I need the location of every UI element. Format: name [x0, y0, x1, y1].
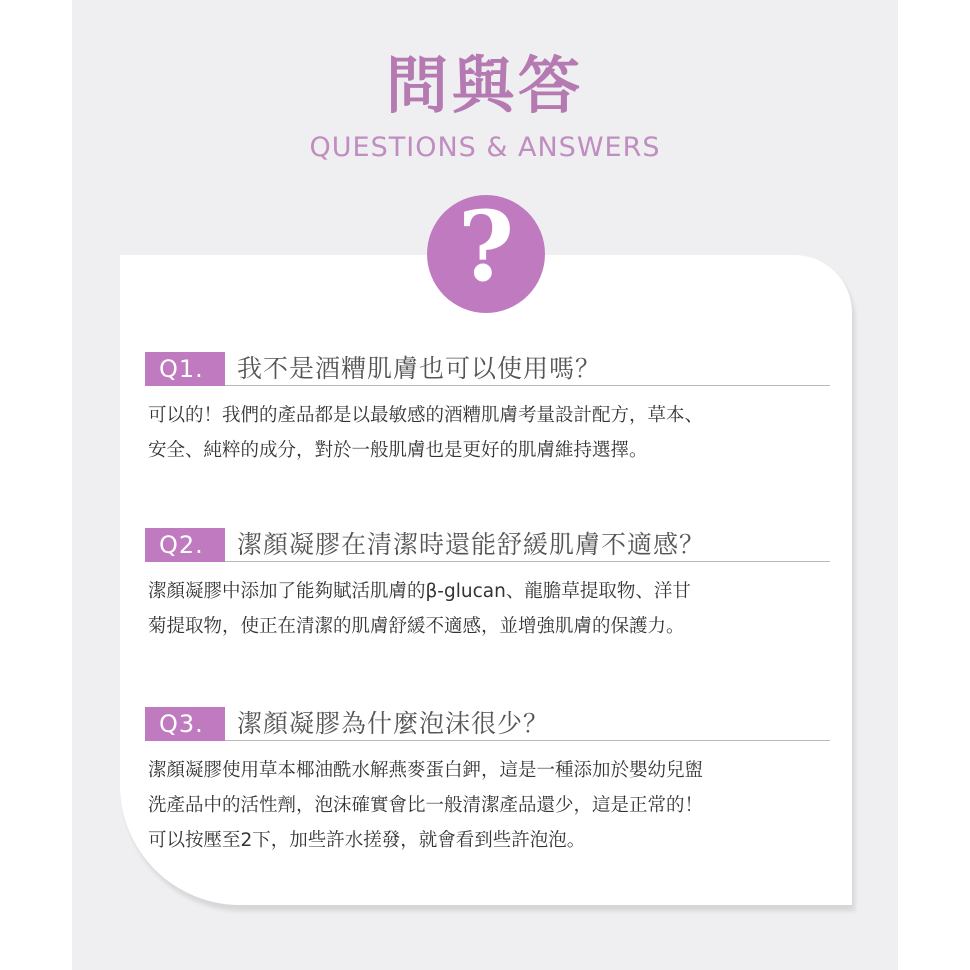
- divider: [225, 385, 830, 386]
- qa-item-1: [145, 352, 830, 468]
- answer-line: 安全、純粹的成分，對於一般肌膚也是更好的肌膚維持選擇。: [148, 440, 648, 461]
- page-title: 問與答: [385, 49, 584, 122]
- question-tag: Q3.: [145, 707, 225, 741]
- qa-item-3: [145, 707, 830, 858]
- question-row: [145, 528, 830, 562]
- question-mark-glyph: ?: [457, 190, 515, 303]
- qa-item-2: [145, 528, 830, 644]
- answer-text: [148, 753, 830, 858]
- page-subtitle: QUESTIONS & ANSWERS: [309, 132, 661, 163]
- question-text: 潔顏凝膠為什麼泡沫很少？: [237, 709, 550, 738]
- answer-line: 可以的！我們的產品都是以最敏感的酒糟肌膚考量設計配方，草本、: [148, 405, 704, 426]
- question-row: [145, 352, 830, 386]
- answer-line: 菊提取物，使正在清潔的肌膚舒緩不適感，並增強肌膚的保護力。: [148, 616, 685, 637]
- divider: [225, 740, 830, 741]
- question-row: [145, 707, 830, 741]
- answer-text: [148, 574, 830, 644]
- divider: [225, 561, 830, 562]
- answer-line: 洗產品中的活性劑，泡沫確實會比一般清潔產品還少，這是正常的！: [148, 795, 704, 816]
- answer-line: 潔顏凝膠中添加了能夠賦活肌膚的β-glucan、龍膽草提取物、洋甘: [148, 581, 691, 602]
- question-text: 我不是酒糟肌膚也可以使用嗎？: [237, 354, 602, 383]
- question-text: 潔顏凝膠在清潔時還能舒緩肌膚不適感？: [237, 530, 706, 559]
- question-tag: Q2.: [145, 528, 225, 562]
- answer-text: [148, 398, 830, 468]
- answer-line: 潔顏凝膠使用草本椰油酰水解燕麥蛋白鉀，這是一種添加於嬰幼兒盥: [148, 760, 704, 781]
- answer-line: 可以按壓至2下，加些許水搓發，就會看到些許泡泡。: [148, 830, 586, 851]
- question-tag: Q1.: [145, 352, 225, 386]
